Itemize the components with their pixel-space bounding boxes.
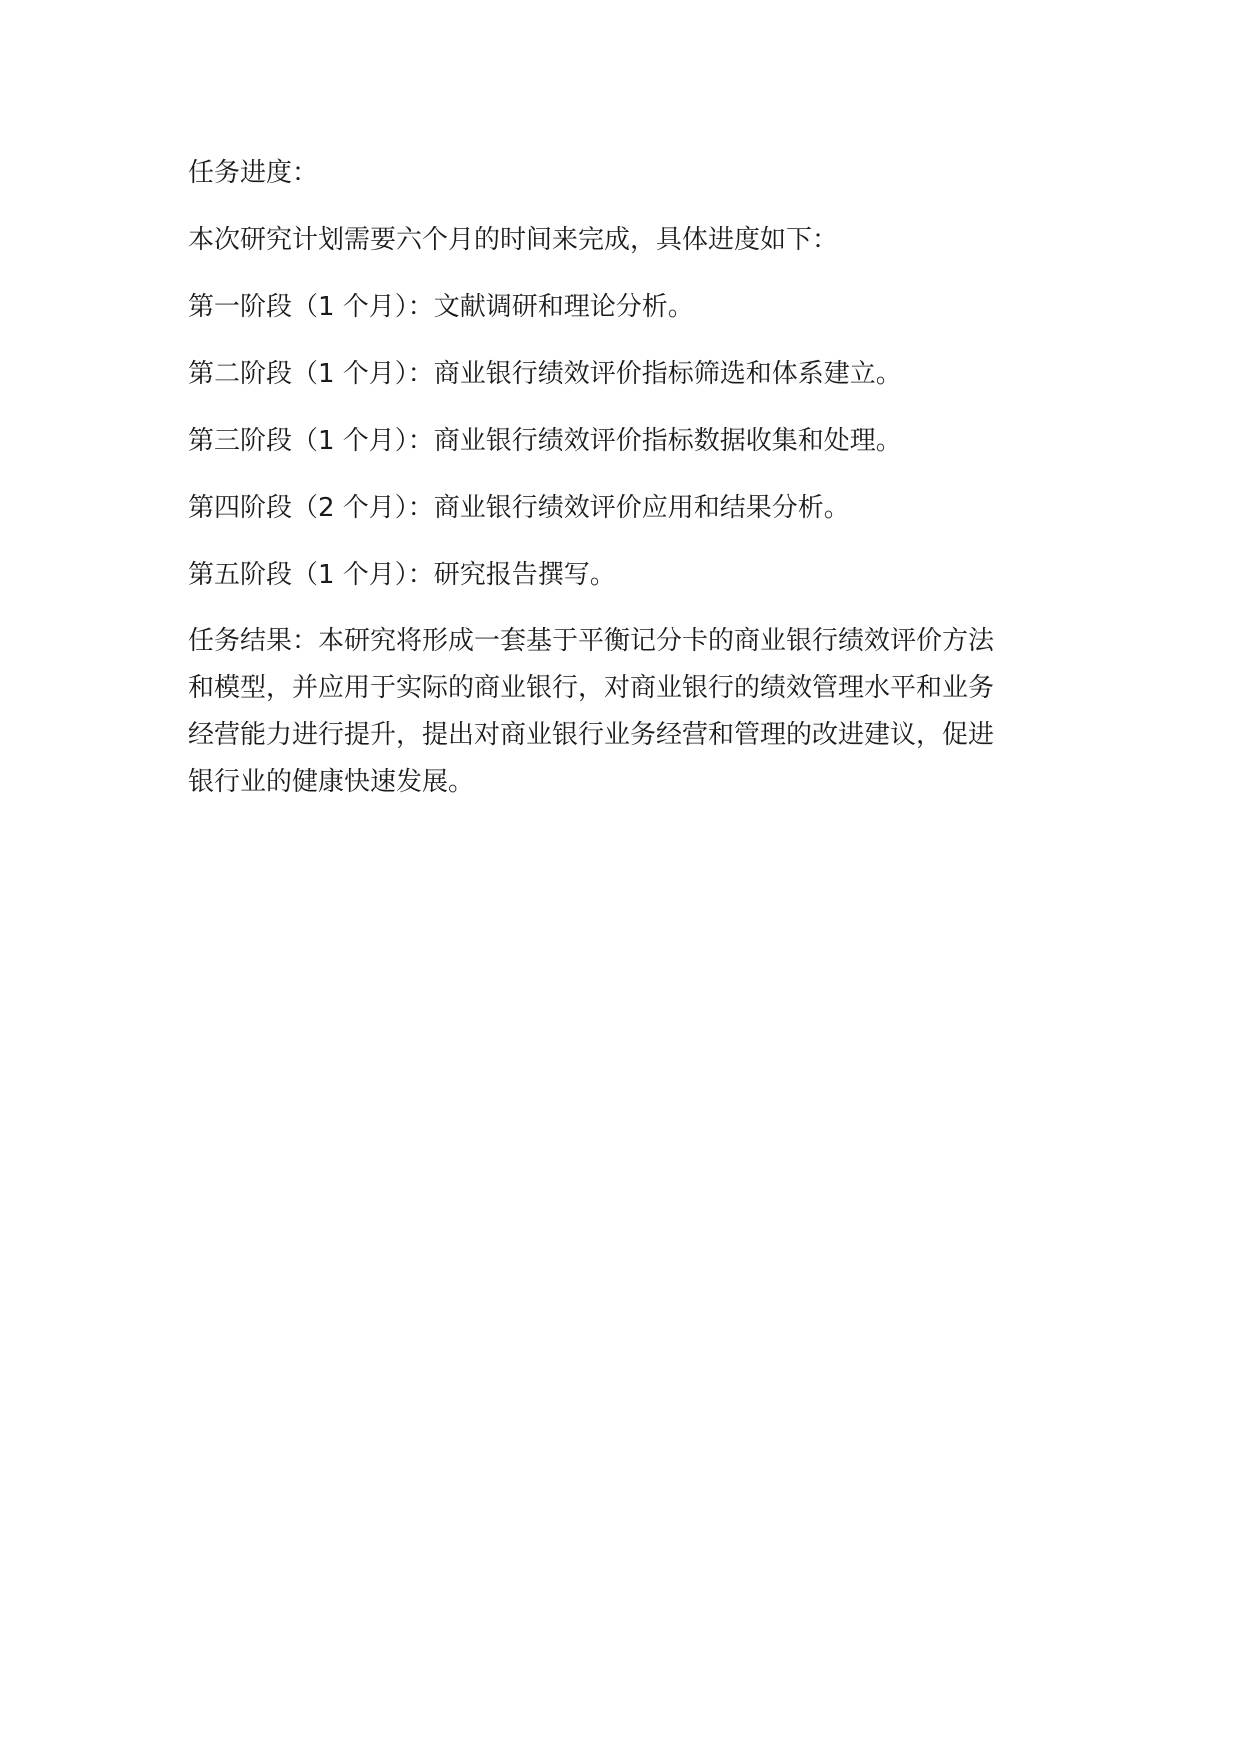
intro-paragraph: 本次研究计划需要六个月的时间来完成，具体进度如下： xyxy=(188,225,839,255)
section-heading: 任务进度： xyxy=(188,158,319,188)
phase-1: 第一阶段（1 个月）：文献调研和理论分析。 xyxy=(188,292,694,322)
result-line: 任务结果：本研究将形成一套基于平衡记分卡的商业银行绩效评价方法 xyxy=(188,626,995,656)
result-paragraph xyxy=(188,618,1048,806)
phase-3: 第三阶段（1 个月）：商业银行绩效评价指标数据收集和处理。 xyxy=(188,426,902,456)
document-body xyxy=(188,155,1048,837)
result-line: 银行业的健康快速发展。 xyxy=(188,767,475,797)
phase-5: 第五阶段（1 个月）：研究报告撰写。 xyxy=(188,560,616,590)
phase-2: 第二阶段（1 个月）：商业银行绩效评价指标筛选和体系建立。 xyxy=(188,359,902,389)
result-line: 和模型，并应用于实际的商业银行，对商业银行的绩效管理水平和业务 xyxy=(188,673,995,703)
result-line: 经营能力进行提升，提出对商业银行业务经营和管理的改进建议，促进 xyxy=(188,720,995,750)
phase-4: 第四阶段（2 个月）：商业银行绩效评价应用和结果分析。 xyxy=(188,493,850,523)
